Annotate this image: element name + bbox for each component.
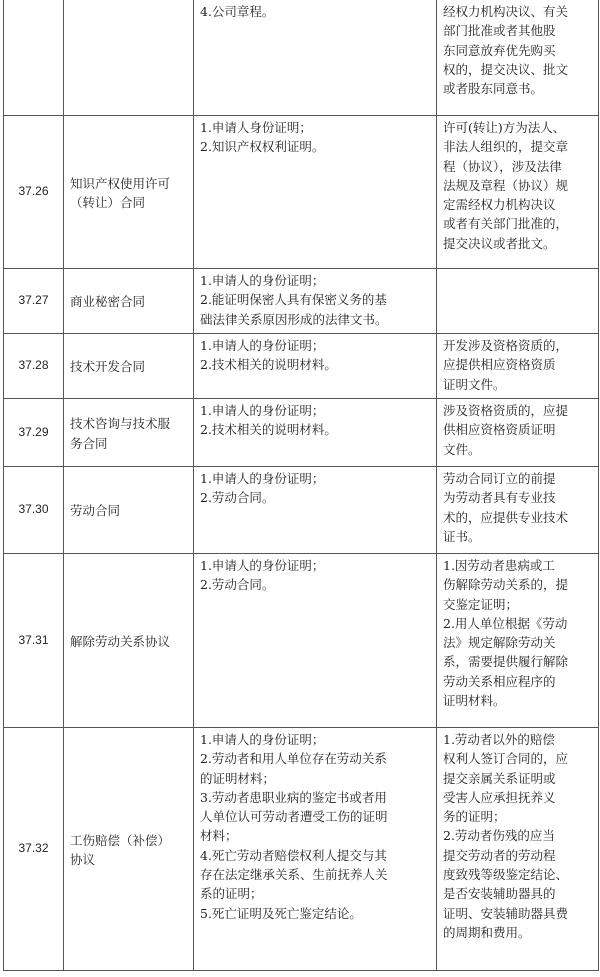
item-number: 37.30	[4, 467, 64, 554]
required-materials	[194, 554, 437, 728]
text-line: 础法律关系原因形成的法律文书。	[200, 311, 388, 327]
text-line: 提交亲属关系证明或	[443, 770, 556, 786]
text-line: 2.劳动合同。	[200, 490, 275, 506]
additional-notes	[437, 116, 599, 269]
text-line: 4.公司章程。	[200, 4, 275, 19]
text-line: 技术开发合同	[70, 359, 146, 375]
table-row	[4, 554, 599, 728]
additional-notes	[437, 554, 599, 728]
table-row	[4, 467, 599, 554]
text-line: 涉及资格资质的，应提	[443, 403, 569, 418]
text-line: 受害人应承担抚养义	[443, 789, 556, 805]
text-line: 为劳动者具有专业技	[443, 490, 556, 506]
text-line: 2.知识产权权利证明。	[200, 139, 325, 155]
text-line: 权的，提交决议、批文	[443, 61, 569, 77]
text-line: 东同意放弃优先购买	[443, 42, 556, 58]
item-number: 37.28	[4, 334, 64, 399]
contract-name	[64, 334, 194, 399]
text-line: 度致残等级鉴定结论、	[443, 867, 569, 883]
text-line: 务合同	[70, 435, 108, 451]
text-line: 知识产权使用许可	[70, 175, 171, 191]
text-line: 2.劳动者伤残的应当	[443, 828, 555, 844]
contract-name	[64, 116, 194, 269]
text-line: 务的证明；	[443, 809, 506, 825]
table-row	[4, 0, 599, 116]
contract-name	[64, 467, 194, 554]
text-line: 证明材料。	[443, 693, 506, 709]
text-line: 1.因劳动者患病或工	[443, 558, 555, 573]
additional-notes	[437, 399, 599, 467]
text-line: 3.劳动者患职业病的鉴定书或者用	[200, 789, 387, 805]
text-line: 材料；	[200, 828, 238, 844]
text-line: 权利人签订合同的，应	[443, 751, 569, 767]
text-line: 技术咨询与技术服	[70, 416, 171, 432]
text-line: 2.技术相关的说明材料。	[200, 357, 337, 373]
text-line: 或者股东同意书。	[443, 81, 544, 97]
text-line: 协议	[70, 852, 96, 867]
table-row	[4, 334, 599, 399]
table-row	[4, 399, 599, 467]
text-line: 部门批准或者其他股	[443, 23, 556, 39]
text-line: 2.技术相关的说明材料。	[200, 422, 337, 438]
text-line: 1.申请人的身份证明；	[200, 338, 325, 353]
text-line: 的证明材料；	[200, 770, 276, 786]
additional-notes	[437, 0, 599, 116]
item-number: 37.32	[4, 728, 64, 971]
text-line: 2.用人单位根据《劳动	[443, 615, 568, 631]
table-row	[4, 269, 599, 334]
text-line: 交鉴定证明；	[443, 596, 519, 612]
required-materials	[194, 399, 437, 467]
required-materials	[194, 269, 437, 334]
text-line: 非法人组织的，提交章	[443, 139, 569, 155]
text-line: 系，需要提供履行解除	[443, 654, 569, 670]
text-line: 法》规定解除劳动关	[443, 635, 556, 651]
text-line: 1.申请人的身份证明；	[200, 471, 325, 486]
text-line: 应提供相应资格资质	[443, 357, 556, 373]
required-materials	[194, 728, 437, 971]
additional-notes	[437, 728, 599, 971]
text-line: 证书。	[443, 528, 481, 544]
text-line: 工伤赔偿（补偿）	[70, 832, 171, 848]
text-line: 证明、安装辅助器具费	[443, 905, 569, 921]
text-line: 1.申请人的身份证明；	[200, 273, 325, 288]
additional-notes	[437, 334, 599, 399]
text-line: 供相应资格资质证明	[443, 422, 556, 438]
contract-name	[64, 728, 194, 971]
item-number: 37.27	[4, 269, 64, 334]
text-line: 开发涉及资格资质的，	[443, 338, 569, 353]
text-line: 或者有关部门批准的，	[443, 216, 569, 232]
table-row	[4, 116, 599, 269]
text-line: 伤解除劳动关系的，提	[443, 577, 569, 593]
text-line: 1.申请人的身份证明；	[200, 403, 325, 418]
text-line: 2.能证明保密人具有保密义务的基	[200, 292, 387, 308]
table-row	[4, 728, 599, 971]
contract-name	[64, 399, 194, 467]
required-materials	[194, 334, 437, 399]
contract-name	[64, 554, 194, 728]
text-line: 5.死亡证明及死亡鉴定结论。	[200, 905, 362, 921]
required-materials	[194, 116, 437, 269]
item-number: 37.29	[4, 399, 64, 467]
text-line: 人单位认可劳动者遭受工伤的证明	[200, 809, 388, 825]
text-line: 术的，应提供专业技术	[443, 509, 569, 525]
text-line: 1.申请人的身份证明；	[200, 732, 325, 747]
item-number: 37.26	[4, 116, 64, 269]
text-line: 程（协议），涉及法律	[443, 158, 562, 174]
text-line: 提交决议或者批文。	[443, 235, 556, 251]
text-line: 解除劳动关系协议	[70, 633, 171, 649]
text-line: 1.申请人身份证明；	[200, 120, 312, 135]
item-number: 37.31	[4, 554, 64, 728]
text-line: 提交劳动者的劳动程	[443, 847, 556, 863]
text-line: （转让）合同	[70, 195, 146, 210]
text-line: 的周期和费用。	[443, 924, 531, 940]
text-line: 商业秘密合同	[70, 294, 146, 310]
contract-name	[64, 0, 194, 116]
text-line: 2.劳动者和用人单位存在劳动关系	[200, 751, 387, 767]
text-line: 证明文件。	[443, 376, 506, 392]
text-line: 4.死亡劳动者赔偿权利人提交与其	[200, 847, 387, 863]
text-line: 2.劳动合同。	[200, 577, 275, 593]
text-line: 系的证明；	[200, 886, 263, 902]
text-line: 存在法定继承关系、生前抚养人关	[200, 867, 388, 883]
text-line: 许可(转让)方为法人、	[443, 120, 566, 135]
contract-name	[64, 269, 194, 334]
additional-notes	[437, 467, 599, 554]
item-number	[4, 0, 64, 116]
text-line: 文件。	[443, 441, 481, 457]
contract-materials-table	[3, 0, 599, 971]
required-materials	[194, 0, 437, 116]
text-line: 定需经权力机构决议	[443, 197, 556, 213]
text-line: 1.申请人的身份证明；	[200, 558, 325, 573]
text-line: 经权力机构决议、有关	[443, 4, 569, 19]
text-line: 法规及章程（协议）规	[443, 177, 569, 193]
text-line: 劳动关系相应程序的	[443, 673, 556, 689]
text-line: 劳动合同	[70, 503, 121, 519]
text-line: 劳动合同订立的前提	[443, 471, 556, 486]
text-line: 是否安装辅助器具的	[443, 886, 556, 902]
additional-notes	[437, 269, 599, 334]
text-line: 1.劳动者以外的赔偿	[443, 732, 555, 747]
required-materials	[194, 467, 437, 554]
